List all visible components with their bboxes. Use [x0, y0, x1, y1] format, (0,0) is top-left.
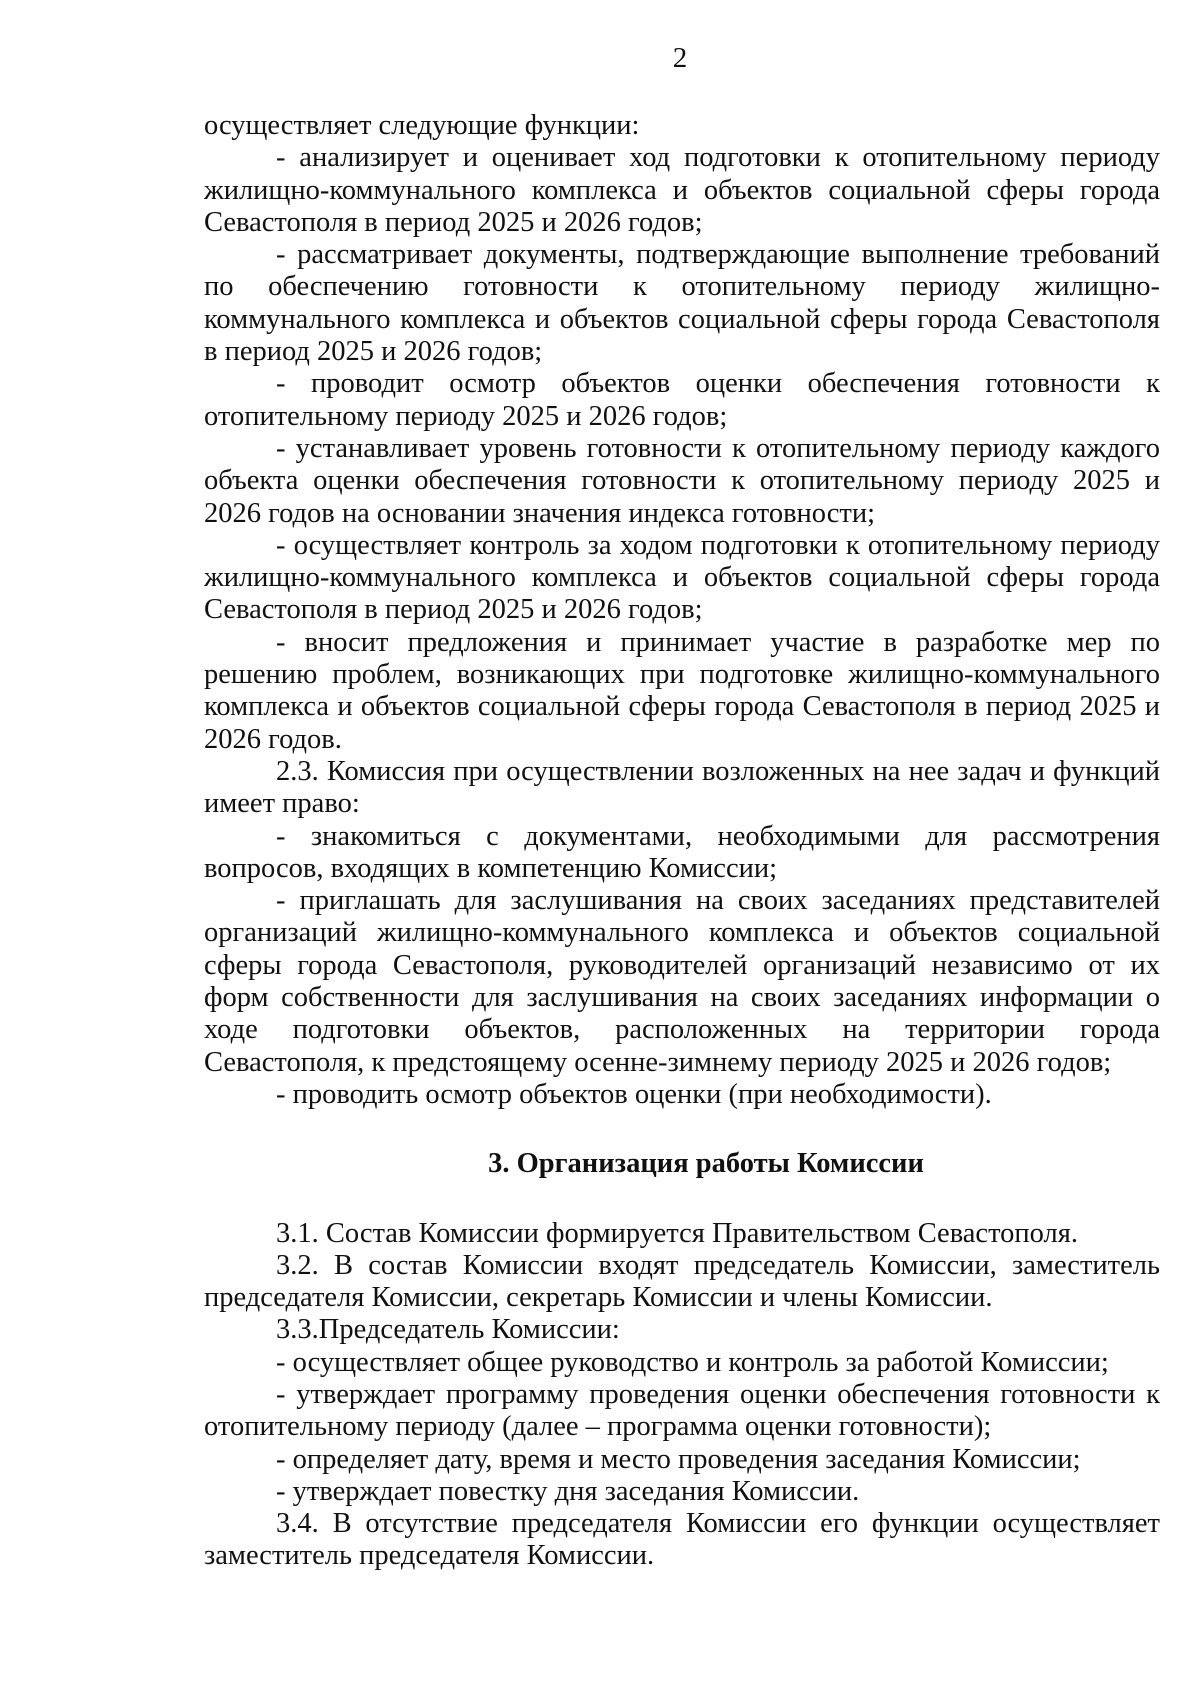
- page-number: 2: [672, 42, 688, 74]
- paragraph: - утверждает программу проведения оценки обеспечения готовности к отопительному периоду (далее – программа оценки готовности);: [204, 1378, 1160, 1443]
- paragraph: - анализирует и оценивает ход подготовки к отопительному периоду жилищно-коммунального комплекса и объектов социальной сферы города Севастополя в период 2025 и 2026 годов;: [204, 142, 1160, 238]
- paragraph: - устанавливает уровень готовности к отопительному периоду каждого объекта оценки обеспечения готовности к отопительному периоду 2025 и 2026 годов на основании значения индекса готовности;: [204, 432, 1160, 529]
- paragraph: - вносит предложения и принимает участие в разработке мер по решению проблем, возникающих при подготовке жилищно-коммунального комплекса и объектов социальной сферы города Севастополя в период 2025 и 2026 годов.: [204, 626, 1160, 755]
- paragraph: 3.3.Председатель Комиссии:: [276, 1314, 620, 1346]
- paragraph: осуществляет следующие функции:: [204, 110, 640, 141]
- paragraph: 3.4. В отсутствие председателя Комиссии его функции осуществляет заместитель председателя Комиссии.: [204, 1508, 1160, 1572]
- paragraph: - проводит осмотр объектов оценки обеспечения готовности к отопительному периоду 2025 и 2026 годов;: [204, 368, 1160, 432]
- paragraph: - проводить осмотр объектов оценки (при необходимости).: [276, 1078, 992, 1110]
- paragraph: - знакомиться с документами, необходимыми для рассмотрения вопросов, входящих в компетенцию Комиссии;: [204, 820, 1160, 884]
- section-heading: 3. Организация работы Комиссии: [488, 1148, 924, 1180]
- paragraph: 3.1. Состав Комиссии формируется Правительством Севастополя.: [276, 1217, 1078, 1249]
- paragraph: 3.2. В состав Комиссии входят председатель Комиссии, заместитель председателя Комиссии, секретарь Комиссии и члены Комиссии.: [204, 1249, 1160, 1314]
- paragraph: 2.3. Комиссия при осуществлении возложенных на нее задач и функций имеет право:: [204, 755, 1160, 820]
- paragraph: - приглашать для заслушивания на своих заседаниях представителей организаций жилищно-коммунального комплекса и объектов социальной сферы города Севастополя, руководителей организаций независимо от их форм собственности для заслушивания на своих заседаниях информации о ходе подготовки объектов, расположенных на территории города Севастополя, к предстоящему осенне-зимнему периоду 2025 и 2026 годов;: [204, 885, 1160, 1078]
- paragraph: - осуществляет контроль за ходом подготовки к отопительному периоду жилищно-коммунального комплекса и объектов социальной сферы города Севастополя в период 2025 и 2026 годов;: [204, 529, 1160, 626]
- document-body: [204, 110, 1160, 1573]
- paragraph: - утверждает повестку дня заседания Комиссии.: [276, 1475, 860, 1507]
- paragraph: - осуществляет общее руководство и контроль за работой Комиссии;: [276, 1346, 1109, 1378]
- paragraph: - определяет дату, время и место проведения заседания Комиссии;: [276, 1443, 1081, 1475]
- paragraph: - рассматривает документы, подтверждающие выполнение требований по обеспечению готовности к отопительному периоду жилищно-коммунального комплекса и объектов социальной сферы города Севастополя в период 2025 и 2026 годов;: [204, 239, 1160, 368]
